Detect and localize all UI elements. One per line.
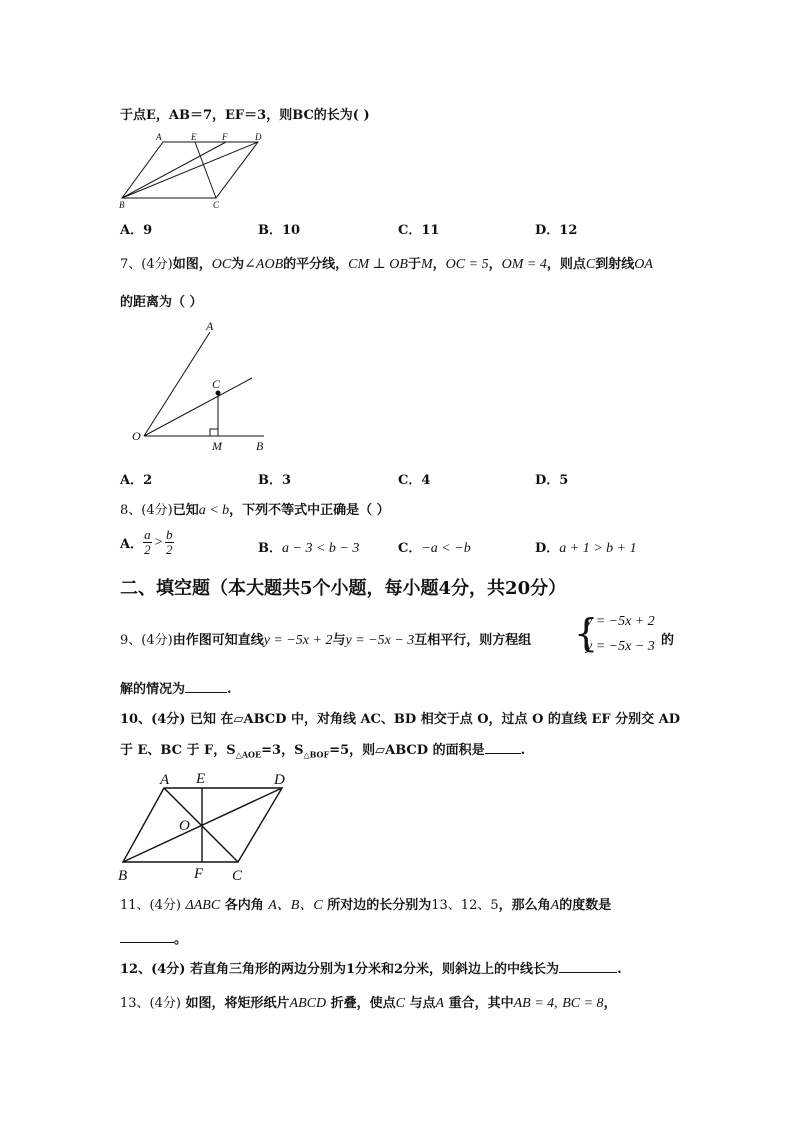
q11-answer-line: 。	[120, 928, 187, 947]
q8-stem: 8、(4分)已知a < b，下列不等式中正确是（ ）	[120, 503, 390, 518]
q6-segment-bf	[122, 142, 226, 198]
q8-number: 8、(4分)	[120, 503, 173, 518]
q9-stem-line2: 解的情况为 .	[120, 682, 232, 697]
q8-option-d: D．a + 1 > b + 1	[535, 541, 637, 556]
q10-label-c: C	[232, 868, 243, 884]
q7-ray-oc	[144, 378, 252, 436]
q8-option-b: B．a − 3 < b − 3	[258, 541, 360, 556]
q6-label-b: B	[119, 200, 125, 210]
q7-stem-line2: 的距离为（ ）	[120, 295, 203, 310]
q9-system-eq1: y = −5x + 2	[586, 614, 655, 629]
q10-stem-line1: 10、(4分) 已知 在▱ABCD 中，对角线 AC、BD 相交于点 O，过点 O 的直线 EF 分别交 AD	[120, 712, 680, 727]
q6-option-a: A．9	[120, 223, 153, 238]
q10-parallelogram-figure	[116, 768, 296, 886]
q10-label-b: B	[118, 868, 128, 884]
q6-option-d: D．12	[535, 223, 578, 238]
q7-option-d: D．5	[535, 473, 569, 488]
q12-answer-blank[interactable]	[559, 960, 617, 973]
q9-system-eq2: y = −5x − 3	[586, 639, 655, 654]
q10-stem-line2: 于 E、BC 于 F，$S_{\triangle AOE}=3$，$S_{\triangle BOF}=5$，则▱ABCD 的面积是 .	[120, 743, 526, 760]
q9-number: 9、(4分)	[120, 633, 173, 648]
q7-label-c: C	[212, 377, 221, 391]
q7-stem-line1: 7、(4分)如图，OC为∠AOB的平分线，CM ⊥ OB于M，OC = 5，OM = 4，则点C到射线OA	[120, 257, 653, 272]
q9-answer-blank[interactable]	[185, 680, 227, 693]
q7-label-a: A	[206, 319, 214, 333]
q9-stem-line1: 9、(4分)由作图可知直线y = −5x + 2与y = −5x − 3互相平行，则方程组	[120, 633, 532, 648]
q7-label-o: O	[132, 429, 141, 443]
q12-stem: 12、(4分) 若直角三角形的两边分别为1分米和2分米，则斜边上的中线长为 .	[120, 962, 622, 977]
q7-option-b: B．3	[258, 473, 292, 488]
q10-label-f: F	[194, 866, 204, 882]
q9-stem-end: 的	[661, 633, 675, 648]
q9-system-brace: {	[574, 611, 599, 655]
q11-stem: 11、(4分) ΔABC 各内角 A、B、C 所对边的长分别为13、12、5，那么角A的度数是	[120, 898, 612, 913]
q6-segment-ec	[195, 142, 216, 198]
q6-option-c: C．11	[398, 223, 440, 238]
q11-number: 11、(4分)	[120, 898, 181, 913]
q7-point-c	[216, 391, 221, 396]
q7-label-b: B	[256, 439, 264, 453]
q6-label-d: D	[255, 132, 262, 142]
q8-option-c: C．−a < −b	[398, 541, 471, 556]
q10-label-a: A	[160, 772, 170, 788]
q6-stem-tail: 于点E，AB＝7，EF＝3，则BC的长为( )	[120, 108, 370, 123]
q10-label-o: O	[179, 818, 190, 834]
q6-label-f: F	[222, 132, 228, 142]
section-fill-in-heading: 二、填空题（本大题共5个小题，每小题4分，共20分）	[120, 578, 567, 599]
q10-label-d: D	[274, 772, 285, 788]
q11-answer-blank[interactable]	[120, 930, 174, 943]
q7-right-angle-mark	[210, 429, 218, 436]
q10-label-e: E	[196, 771, 206, 787]
q7-label-m: M	[212, 439, 222, 453]
q13-stem: 13、(4分) 如图，将矩形纸片ABCD 折叠，使点C 与点A 重合，其中AB = 4, BC = 8，	[120, 996, 617, 1011]
q6-label-e: E	[191, 132, 197, 142]
q7-ray-oa	[144, 332, 210, 436]
q8-option-a: A． $\frac{a}{2}$ > $\frac{b}{2}$	[120, 527, 173, 557]
q6-option-b: B．10	[258, 223, 301, 238]
q13-number: 13、(4分)	[120, 996, 181, 1011]
q6-label-c: C	[213, 200, 220, 210]
q7-option-c: C．4	[398, 473, 431, 488]
q7-angle-bisector-figure	[128, 318, 278, 454]
q10-answer-blank[interactable]	[485, 741, 521, 754]
q6-parallelogram-figure	[118, 132, 268, 210]
q7-number: 7、(4分)	[120, 257, 173, 272]
q7-option-a: A．2	[120, 473, 153, 488]
q6-label-a: A	[156, 132, 162, 142]
